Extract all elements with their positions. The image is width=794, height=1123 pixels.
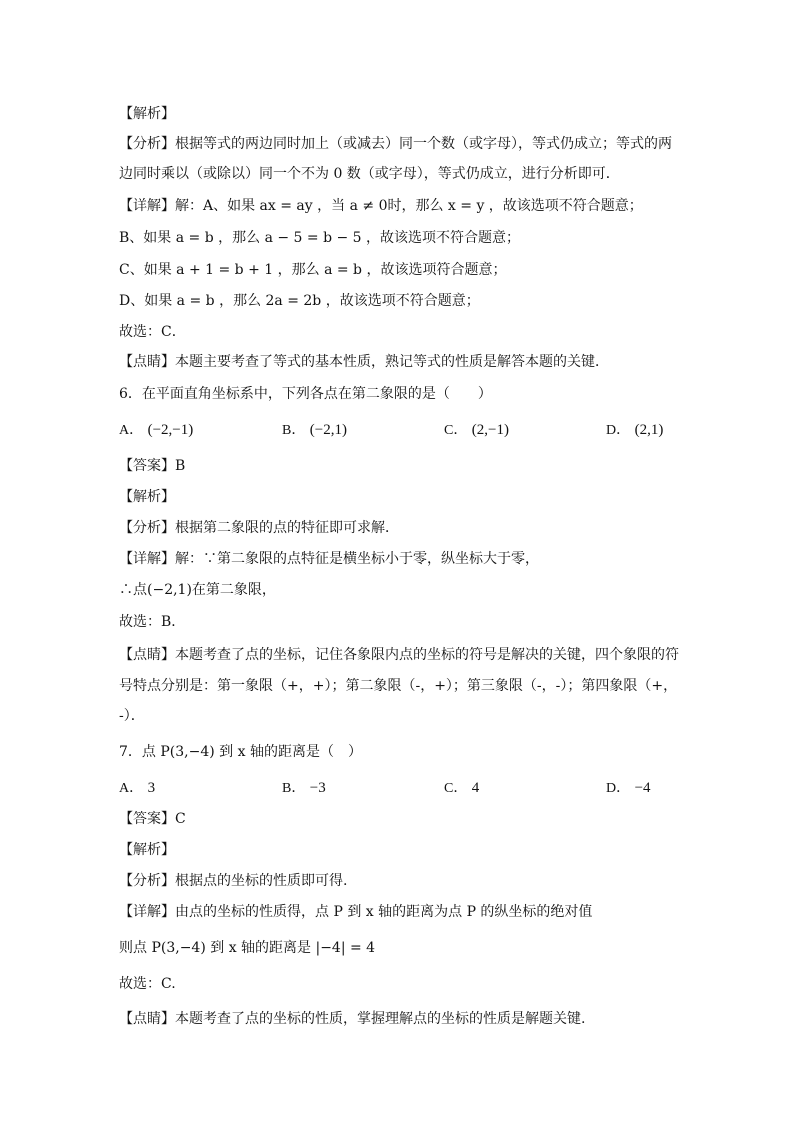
q7-stem: 7．点 P(3,−4) 到 x 轴的距离是（ ） <box>119 744 362 760</box>
q5-detail-line-a: 【详解】解：A、如果 ax = ay ，当 a ≠ 0时，那么 x = y ，故该选项不符合题意； <box>119 198 643 214</box>
q6-choice: 故选：B． <box>119 614 186 630</box>
q6-dianjing-line-2: 号特点分别是：第一象限（+，+）；第二象限（-，+）；第三象限（-，-）；第四象限（+， <box>119 678 678 694</box>
q7-detail-line-2: 则点 P(3,−4) 到 x 轴的距离是 |−4| = 4 <box>119 940 376 956</box>
q6-dianjing-line-1: 【点睛】本题考查了点的坐标，记住各象限内点的坐标的符号是解决的关键，四个象限的符 <box>119 647 679 663</box>
q6-option-b <box>282 420 347 441</box>
q5-choice: 故选：C． <box>119 324 186 340</box>
q7-jiexi-heading: 【解析】 <box>119 842 175 858</box>
q5-jiexi-heading: 【解析】 <box>119 106 175 122</box>
q5-analysis-line-1: 【分析】根据等式的两边同时加上（或减去）同一个数（或字母），等式仍成立；等式的两 <box>119 136 672 152</box>
option-value: (2,−1) <box>471 422 509 438</box>
option-label: C． <box>444 781 468 796</box>
q5-detail-line-d: D、如果 a = b ，那么 2a = 2b ，故该选项不符合题意； <box>119 293 480 309</box>
q6-detail-line-2: ∴点(−2,1)在第二象限， <box>119 582 276 598</box>
q5-analysis-line-2: 边同时乘以（或除以）同一个不为 0 数（或字母），等式仍成立，进行分析即可． <box>119 166 620 182</box>
option-value: (−2,1) <box>309 422 347 438</box>
q6-option-c <box>444 420 509 441</box>
q5-dianjing: 【点睛】本题主要考查了等式的基本性质，熟记等式的性质是解答本题的关键． <box>119 354 609 370</box>
q5-detail-line-b: B、如果 a = b ，那么 a − 5 = b − 5 ，故该选项不符合题意； <box>119 230 521 246</box>
option-label: D． <box>606 781 631 796</box>
q7-option-a <box>119 778 155 799</box>
option-label: A． <box>119 423 144 438</box>
q6-analysis: 【分析】根据第二象限的点的特征即可求解． <box>119 520 399 536</box>
q6-detail-line-1: 【详解】解：∵第二象限的点特征是横坐标小于零，纵坐标大于零， <box>119 551 539 567</box>
option-value: (2,1) <box>634 422 664 438</box>
q7-answer: 【答案】C <box>119 811 186 827</box>
option-label: A． <box>119 781 144 796</box>
q6-stem: 6．在平面直角坐标系中，下列各点在第二象限的是（ ） <box>119 386 492 402</box>
q7-dianjing: 【点睛】本题考查了点的坐标的性质，掌握理解点的坐标的性质是解题关键. <box>119 1011 586 1027</box>
q5-detail-line-c: C、如果 a + 1 = b + 1 ，那么 a = b ，故该选项符合题意； <box>119 262 507 278</box>
option-value: −4 <box>634 780 651 796</box>
option-value: (−2,−1) <box>147 422 194 438</box>
option-label: D． <box>606 423 631 438</box>
q7-option-b <box>282 778 326 799</box>
option-label: B． <box>282 781 306 796</box>
option-value: 4 <box>471 780 480 796</box>
q6-option-a <box>119 420 193 441</box>
q7-detail-line-1: 【详解】由点的坐标的性质得，点 P 到 x 轴的距离为点 P 的纵坐标的绝对值 <box>119 904 593 920</box>
q6-option-d <box>606 420 663 441</box>
q6-answer: 【答案】B <box>119 458 186 474</box>
option-label: B． <box>282 423 306 438</box>
q6-jiexi-heading: 【解析】 <box>119 489 175 505</box>
q6-dianjing-line-3: -）． <box>119 708 145 724</box>
q7-option-c <box>444 778 479 799</box>
option-label: C． <box>444 423 468 438</box>
option-value: 3 <box>147 780 156 796</box>
q7-option-d <box>606 778 651 799</box>
option-value: −3 <box>309 780 326 796</box>
q7-choice: 故选：C. <box>119 976 176 992</box>
q7-analysis: 【分析】根据点的坐标的性质即可得. <box>119 873 348 889</box>
